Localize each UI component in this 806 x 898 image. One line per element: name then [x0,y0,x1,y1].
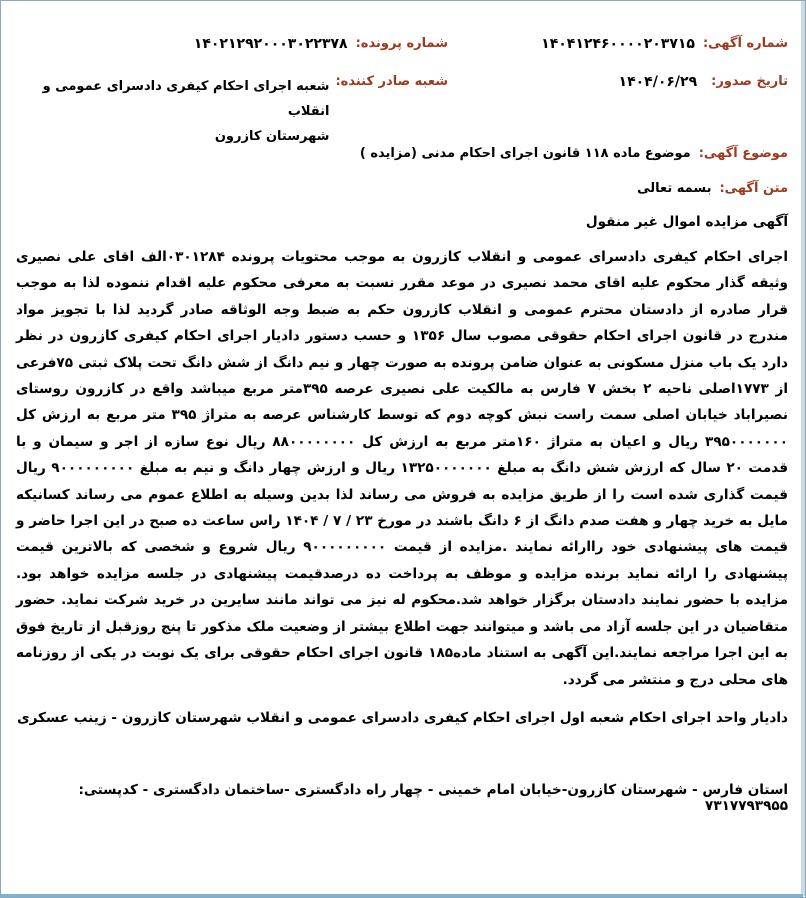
issuer-row [16,74,448,149]
issue-date-label: تاریخ صدور: [711,74,788,89]
case-number-row [194,36,448,52]
issuer-label: شعبه صادر کننده: [335,74,448,89]
subject-label: موضوع آگهی: [698,146,788,161]
bottom-edge-strip [1,894,803,897]
case-number-label: شماره پرونده: [355,36,448,51]
address-line: استان فارس - شهرستان کازرون-خیابان امام خمینی - چهار راه دادگستری -ساختمان دادگستری - کدپستی: ۷۳۱۷۷۹۳۹۵۵ [78,782,788,814]
notice-number: ۱۴۰۴۱۲۴۶۰۰۰۰۲۰۳۷۱۵ [541,36,695,52]
notice-body: اجرای احکام کیفری دادسرای عمومی و انقلاب کازرون به موجب محتویات پرونده ۰۳۰۱۲۸۴الف اقای علی نصیری وثیقه گذار محکوم علیه اقای محمد نصیری در موعد مقرر نسبت به معرفی محکوم علیه اقدام ننموده لذا به موجب قرار صادره از دادستان محترم عمومی و انقلاب کازرون حکم به ضبط وجه الوثاقه صادر گردید لذا با تجویز مواد مندرج در قانون اجرای احکام حقوقی مصوب سال ۱۳۵۶ و حسب دستور دادیار اجرای احکام کیفری کازرون در نظر دارد یک باب منزل مسکونی به عنوان ضامن پرونده به صورت چهار و نیم دانگ از شش دانگ تحت پلاک ثبتی ۷۵فرعی از ۱۷۷۳اصلی ناحیه ۲ بخش ۷ فارس به مالکیت علی نصیری عرصه ۳۹۵متر مربع میباشد واقع در کازرون روستای نصیراباد خیابان اصلی سمت راست نبش کوچه دوم که توسط کارشناس عرصه به متراژ ۳۹۵ متر مربع به ارزش کل ۳۹۵۰۰۰۰۰۰۰ ریال و اعیان به متراژ ۱۶۰متر مربع به ارزش کل ۸۸۰۰۰۰۰۰۰۰ ریال نوع سازه از اجر و سیمان و با قدمت ۲۰ سال که ارزش شش دانگ به مبلغ ۱۳۲۵۰۰۰۰۰۰۰ ریال و ارزش چهار دانگ و نیم به مبلغ ۹۰۰۰۰۰۰۰۰۰ ریال قیمت گذاری شده است را از طریق مزایده به فروش می رساند لذا بدین وسیله به اطلاع عموم می رساند کسانیکه مایل به خرید چهار و هفت صدم دانگ از ۶ دانگ باشند در مورخ ۲۳ / ۷ / ۱۴۰۴ راس ساعت ده صبح در این اجرا حاضر و قیمت های پیشنهادی خود راارائه نمایند .مزایده از قیمت ۹۰۰۰۰۰۰۰۰۰ ریال شروع و شخصی که بالاترین قیمت پیشنهادی را ارائه نماید برنده مزایده و موظف به پرداخت ده درصدقیمت پیشنهادی در جلسه مزایده خواهد بود. مزایده با حضور نمایند دادستان برگزار خواهد شد.محکوم له نیز می تواند مانند سایرین در خرید شرکت نماید. حضور متقاضیان در این جلسه آزاد می باشد و میتوانند جهت اطلاع بیشتر از وضعیت ملک مذکور تا پنج روزقبل از تاریخ فوق به این اجرا مراجعه نمایند.این آگهی به استناد ماده۱۸۵ قانون اجرای احکام حقوقی برای یک نوبت در یکی از روزنامه های محلی درج و منتشر می گردد. [16,249,788,688]
notice-text-row [16,181,788,196]
issuer-value [16,74,329,149]
issuer-line-1: شعبه اجرای احکام کیفری دادسرای عمومی و انقلاب [42,79,330,119]
subject-row [16,146,788,161]
case-number: ۱۴۰۲۱۲۹۲۰۰۰۳۰۲۲۳۷۸ [193,36,348,52]
notice-number-label: شماره آگهی: [702,36,788,51]
right-edge-strip [801,1,805,896]
issue-date-row [619,74,788,90]
signature-line: دادیار واحد اجرای احکام شعبه اول اجرای احکام کیفری دادسرای عمومی و انقلاب شهرستان کازرون - زینب عسکری [17,710,788,726]
subject-value: موضوع ماده ۱۱۸ قانون اجرای احکام مدنی (مزایده ) [359,146,691,161]
notice-text-label: متن آگهی: [719,181,788,196]
notice-title: آگهی مزایده اموال غیر منقول [585,214,788,230]
issuer-line-2: شهرستان کازرون [214,129,330,144]
notice-text-value: بسمه تعالی [637,181,712,196]
notice-number-row [541,36,788,52]
issue-date: ۱۴۰۴/۰۶/۲۹ [618,74,698,90]
